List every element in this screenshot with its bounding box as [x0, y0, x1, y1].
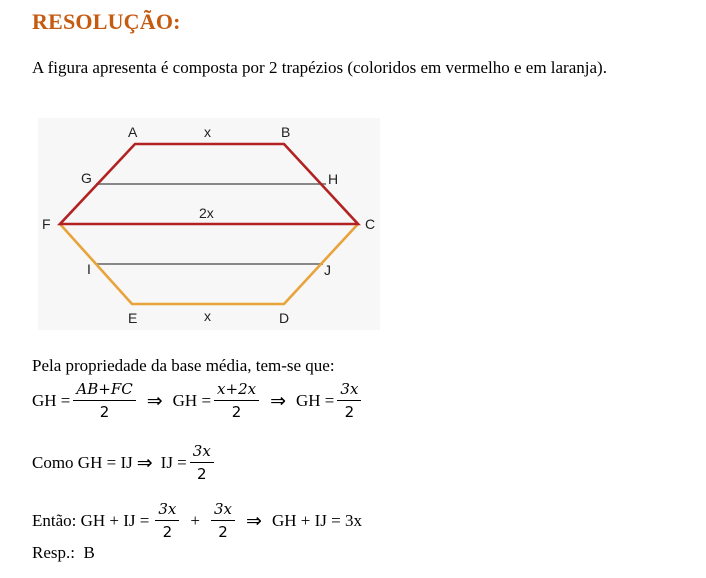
ij-derivation [32, 442, 217, 484]
sum-derivation [32, 500, 362, 542]
implies-arrow: ⇒ [146, 390, 163, 412]
label-b: B [281, 124, 291, 140]
trapezoid-figure [38, 118, 380, 330]
gh-label-3: GH = [296, 391, 335, 410]
como-label: Como GH = IJ [32, 453, 133, 472]
implies-arrow: ⇒ [136, 452, 153, 474]
label-d: D [279, 310, 290, 326]
label-bottom-base: x [204, 308, 211, 324]
ij-label: IJ = [160, 453, 187, 472]
label-j: J [324, 262, 331, 278]
fraction-3x [337, 380, 361, 422]
fraction-3x [211, 500, 235, 542]
fraction-denominator: 2 [197, 465, 207, 483]
resolution-heading: RESOLUÇÃO: [32, 9, 181, 34]
fraction-numerator: 3x [190, 442, 214, 463]
fraction-denominator: 2 [218, 523, 228, 541]
result-text: GH + IJ = 3x [271, 511, 362, 530]
fraction-numerator: 3x [155, 500, 179, 521]
property-text: Pela propriedade da base média, tem-se que: [32, 356, 335, 375]
label-g: G [81, 170, 92, 186]
implies-arrow: ⇒ [246, 510, 262, 532]
gh-label-2: GH = [172, 391, 212, 410]
label-middle-base: 2x [199, 205, 214, 221]
fraction-numerator: 3x [211, 500, 235, 521]
gh-derivation [32, 380, 364, 422]
label-f: F [42, 216, 51, 232]
fraction-ab-fc [73, 380, 135, 422]
implies-arrow: ⇒ [270, 390, 286, 412]
entao-label: Então: GH + IJ = [32, 511, 150, 530]
label-a: A [128, 124, 138, 140]
label-e: E [128, 310, 138, 326]
label-i: I [87, 261, 91, 277]
intro-text: A figura apresenta é composta por 2 trapézios (coloridos em vermelho e em laranja). [32, 58, 607, 77]
fraction-numerator: 3x [337, 380, 361, 401]
plus-sign: + [190, 511, 200, 530]
fraction-numerator: x+2x [214, 380, 259, 401]
answer-text: Resp.: B [32, 543, 95, 562]
fraction-numerator: AB+FC [73, 380, 135, 401]
label-h: H [328, 171, 339, 187]
fraction-denominator: 2 [344, 403, 355, 421]
fraction-3x [155, 500, 179, 542]
fraction-denominator: 2 [231, 403, 242, 421]
fraction-denominator: 2 [99, 403, 110, 421]
label-top-base: x [204, 124, 211, 140]
label-c: C [365, 216, 376, 232]
fraction-3x [190, 442, 214, 484]
fraction-denominator: 2 [162, 523, 173, 541]
gh-label-1: GH = [32, 391, 71, 410]
fraction-x-2x [214, 380, 259, 422]
